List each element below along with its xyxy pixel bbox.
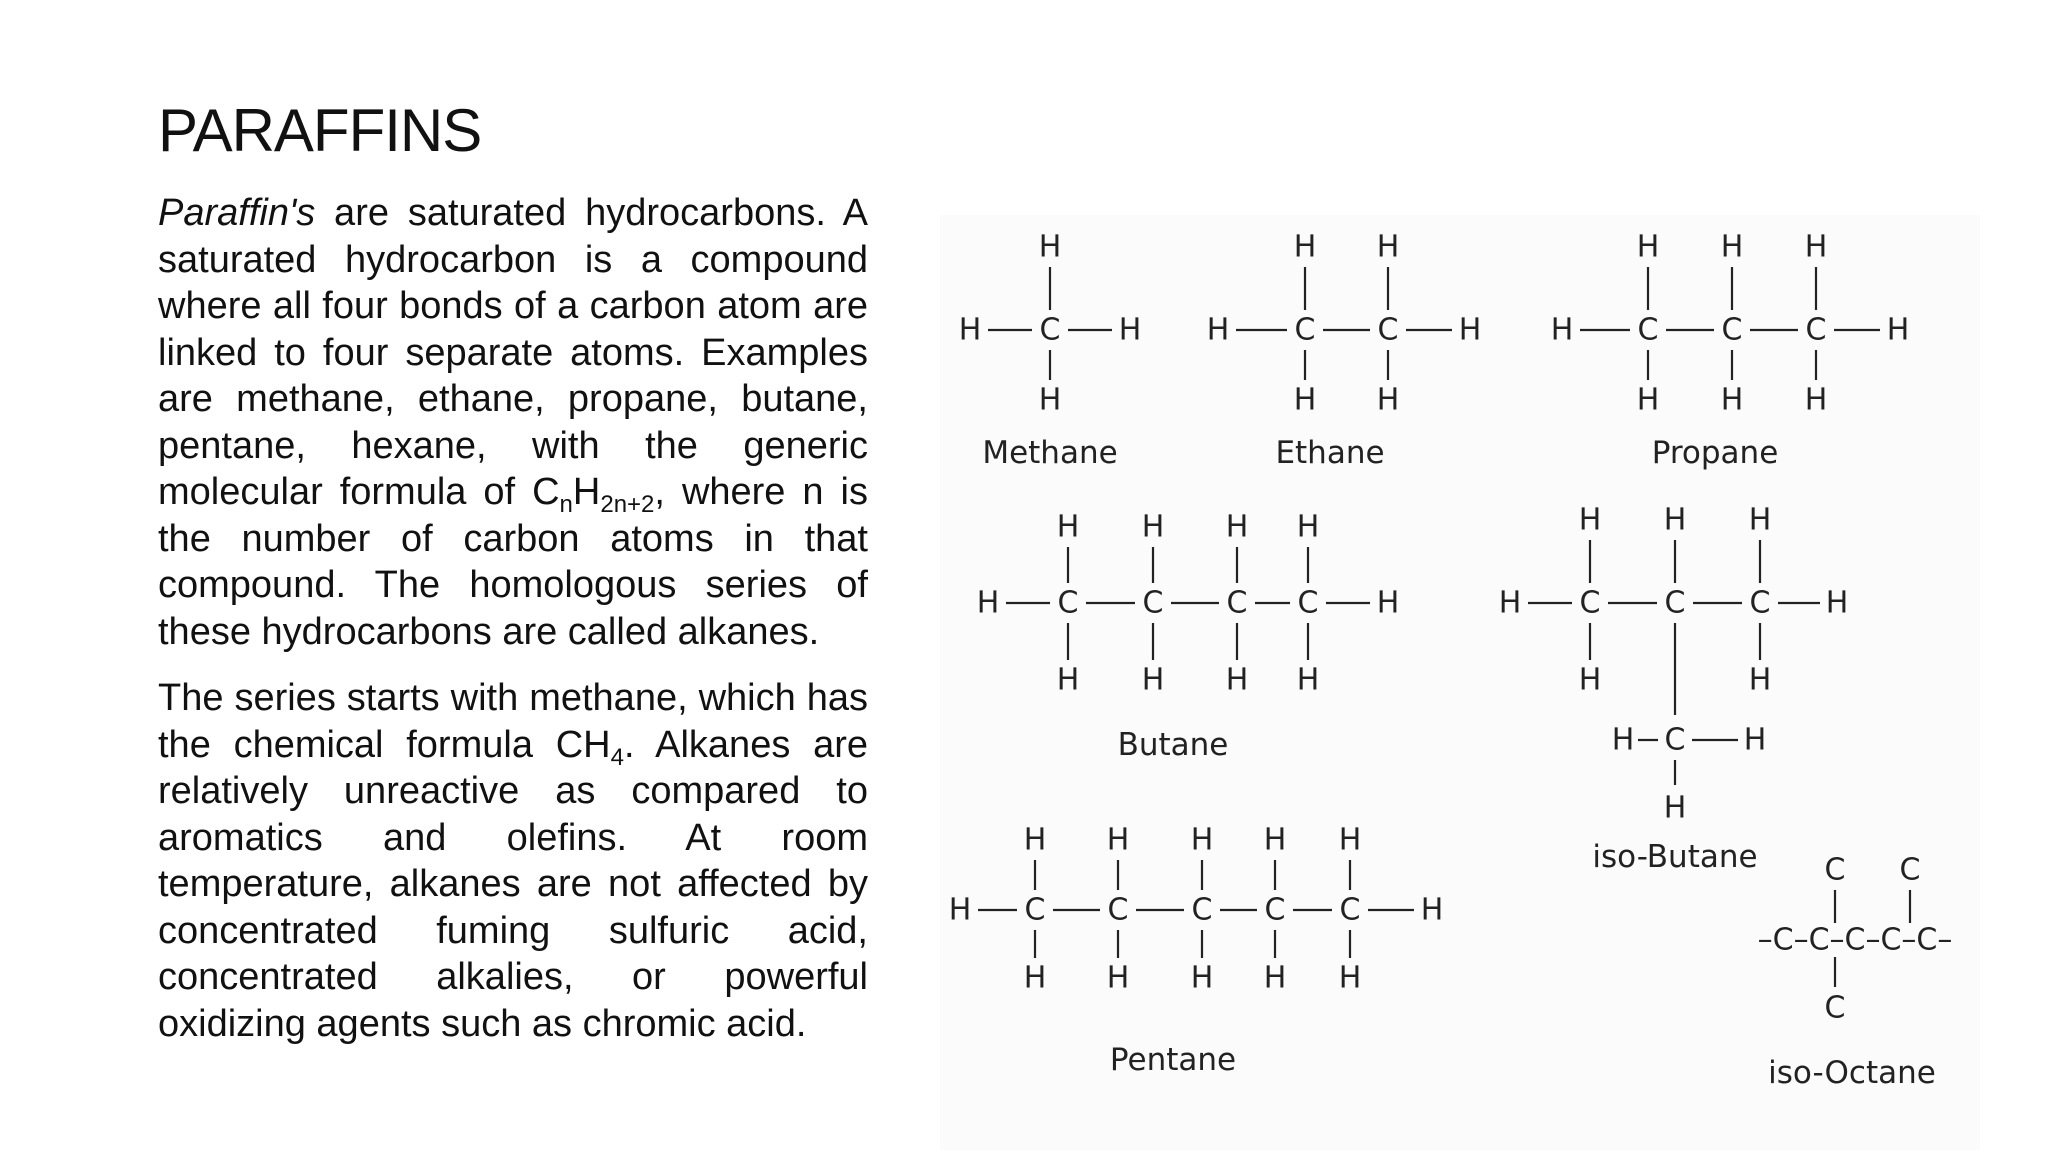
propane-label: Propane xyxy=(1651,435,1779,471)
paragraph-2 xyxy=(158,675,868,1047)
isobutane-h-left: H xyxy=(1498,585,1522,621)
pentane-h-right: H xyxy=(1420,892,1444,928)
propane-h-left: H xyxy=(1550,312,1574,348)
butane-carbon: C xyxy=(1297,585,1319,621)
propane-carbon: C xyxy=(1637,312,1659,348)
propane-h-bottom: H xyxy=(1720,382,1744,418)
isobutane-carbon: C xyxy=(1749,585,1771,621)
pentane-label: Pentane xyxy=(1109,1042,1237,1078)
pentane-h-bottom: H xyxy=(1190,960,1214,996)
paraffin-italic: Paraffin's xyxy=(158,192,316,234)
paragraph-1-text-b: , where n is the number of carbon atoms in that compound. The homologous series of these hydrocarbons are called alkanes. xyxy=(158,471,868,653)
butane-label: Butane xyxy=(1117,727,1229,763)
butane-h-top: H xyxy=(1056,509,1080,545)
ethane-h-bottom: H xyxy=(1293,382,1317,418)
ethane-h-bottom: H xyxy=(1376,382,1400,418)
butane-carbon: C xyxy=(1142,585,1164,621)
ethane-h-left: H xyxy=(1206,312,1230,348)
propane-h-bottom: H xyxy=(1636,382,1660,418)
pentane-h-top: H xyxy=(1338,822,1362,858)
pentane-h-top: H xyxy=(1190,822,1214,858)
propane-h-bottom: H xyxy=(1804,382,1828,418)
butane-carbon: C xyxy=(1057,585,1079,621)
isobutane-branch-h-left: H xyxy=(1611,722,1635,758)
pentane-carbon: C xyxy=(1024,892,1046,928)
alkane-structures-figure xyxy=(940,215,1980,1150)
methane-h-top: H xyxy=(1038,229,1062,265)
isobutane-branch-h-right: H xyxy=(1743,722,1767,758)
generic-formula: $C_nH_{2n+2}$ xyxy=(532,471,655,518)
pentane-h-bottom: H xyxy=(1023,960,1047,996)
ethane-h-top: H xyxy=(1376,229,1400,265)
paragraph-1-text-a: are saturated hydrocarbons. A saturated hydrocarbon is a compound where all four bonds of a carbon atom are linked to four separate atoms. Examples are methane, ethane, propane, butane, pentane, hexane, with the generic molecular formula of xyxy=(158,192,868,513)
isooctane-top-carbon-right: C xyxy=(1899,852,1921,888)
pentane-h-top: H xyxy=(1106,822,1130,858)
propane-carbon: C xyxy=(1805,312,1827,348)
pentane-h-top: H xyxy=(1023,822,1047,858)
ch4-subscript: 4 xyxy=(610,743,624,771)
propane-h-right: H xyxy=(1886,312,1910,348)
paragraph-1 xyxy=(158,190,868,655)
isooctane-label: iso-Octane xyxy=(1768,1055,1936,1091)
structures-svg xyxy=(940,215,1980,1150)
pentane-h-bottom: H xyxy=(1338,960,1362,996)
isobutane-carbon: C xyxy=(1664,585,1686,621)
pentane-carbon: C xyxy=(1264,892,1286,928)
methane-h-right: H xyxy=(1118,312,1142,348)
pentane-h-top: H xyxy=(1263,822,1287,858)
propane-h-top: H xyxy=(1804,229,1828,265)
propane-h-top: H xyxy=(1636,229,1660,265)
ethane-h-top: H xyxy=(1293,229,1317,265)
paragraph-2-text-b: . Alkanes are relatively unreactive as compared to aromatics and olefins. At room temperature, alkanes are not affected by concentrated fuming sulfuric acid, concentrated alkalies, or powerful oxidizing agents such as chromic acid. xyxy=(158,723,868,1045)
propane-carbon: C xyxy=(1721,312,1743,348)
slide-title: PARAFFINS xyxy=(158,97,482,164)
pentane-h-bottom: H xyxy=(1263,960,1287,996)
methane-h-bottom: H xyxy=(1038,382,1062,418)
butane-h-right: H xyxy=(1376,585,1400,621)
butane-h-bottom: H xyxy=(1225,662,1249,698)
body-text xyxy=(158,190,868,1067)
pentane-carbon: C xyxy=(1191,892,1213,928)
isooctane-bottom-carbon: C xyxy=(1824,990,1846,1026)
isooctane-chain: –C–C–C–C–C– xyxy=(1757,922,1953,958)
isobutane-h-top: H xyxy=(1663,502,1687,538)
ethane-carbon: C xyxy=(1377,312,1399,348)
butane-h-bottom: H xyxy=(1056,662,1080,698)
butane-h-bottom: H xyxy=(1296,662,1320,698)
methane-label: Methane xyxy=(982,435,1118,471)
isobutane-h-top: H xyxy=(1748,502,1772,538)
ethane-h-right: H xyxy=(1458,312,1482,348)
pentane-h-bottom: H xyxy=(1106,960,1130,996)
butane-h-left: H xyxy=(976,585,1000,621)
isooctane-top-carbon-left: C xyxy=(1824,852,1846,888)
butane-h-top: H xyxy=(1141,509,1165,545)
isobutane-h-right: H xyxy=(1825,585,1849,621)
isobutane-carbon: C xyxy=(1579,585,1601,621)
methane-carbon: C xyxy=(1039,312,1061,348)
pentane-carbon: C xyxy=(1107,892,1129,928)
butane-h-bottom: H xyxy=(1141,662,1165,698)
pentane-h-left: H xyxy=(948,892,972,928)
isobutane-h-top: H xyxy=(1578,502,1602,538)
isobutane-branch-carbon: C xyxy=(1664,722,1686,758)
butane-h-top: H xyxy=(1296,509,1320,545)
methane-h-left: H xyxy=(958,312,982,348)
isobutane-h-bottom: H xyxy=(1748,662,1772,698)
ethane-carbon: C xyxy=(1294,312,1316,348)
isobutane-branch-h-bottom: H xyxy=(1663,790,1687,826)
isobutane-label: iso-Butane xyxy=(1592,839,1758,875)
butane-carbon: C xyxy=(1226,585,1248,621)
paragraph-2-text-a: The series starts with methane, which has the chemical formula CH xyxy=(158,677,868,766)
ethane-label: Ethane xyxy=(1275,435,1385,471)
isobutane-h-bottom: H xyxy=(1578,662,1602,698)
propane-h-top: H xyxy=(1720,229,1744,265)
pentane-carbon: C xyxy=(1339,892,1361,928)
butane-h-top: H xyxy=(1225,509,1249,545)
